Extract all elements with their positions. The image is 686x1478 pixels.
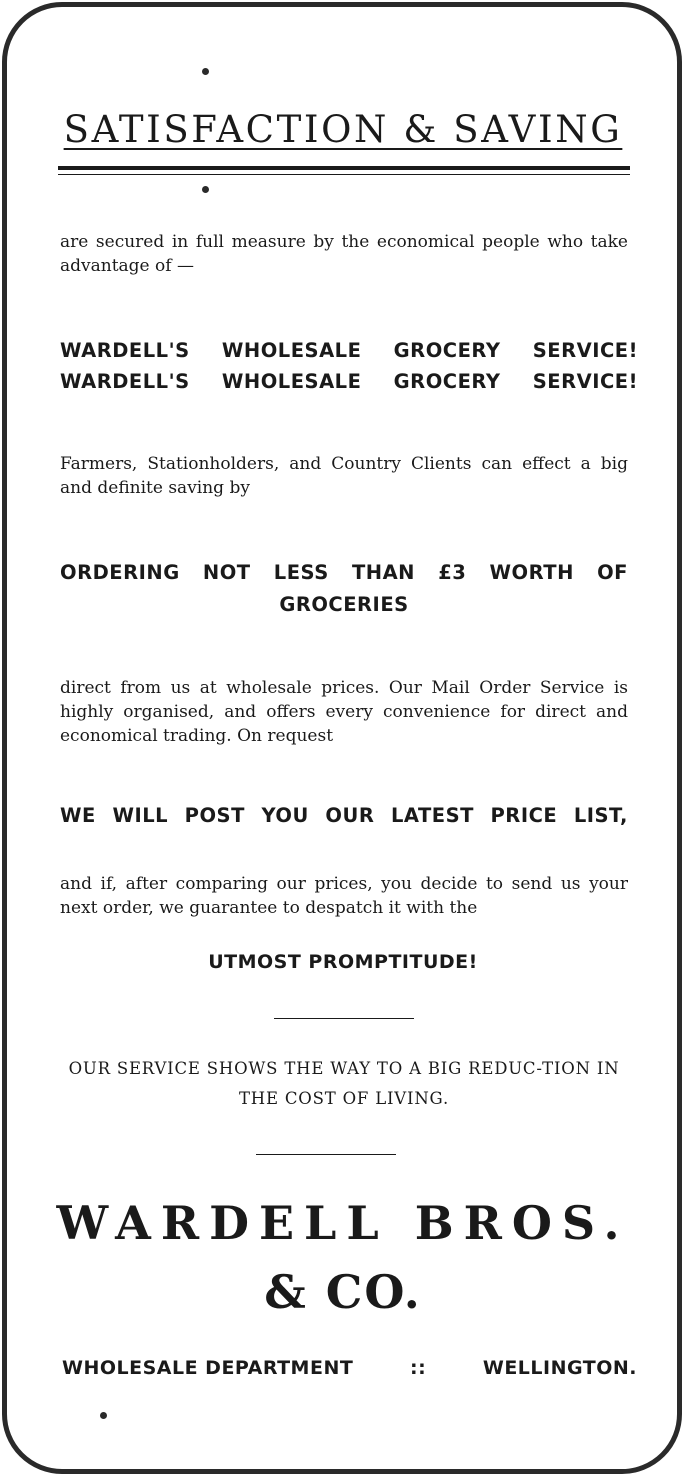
print-speck	[202, 68, 209, 75]
farmers-paragraph: Farmers, Stationholders, and Country Clients can effect a big and definite saving by	[60, 454, 628, 498]
promptitude-statement: UTMOST PROMPTITUDE!	[208, 951, 478, 973]
direct-paragraph: direct from us at wholesale prices. Our Mail Order Service is highly organised, and offers every convenience for direct and economical trading. On request	[60, 678, 628, 746]
headline-rule-thin	[58, 174, 630, 175]
post-word: WILL	[112, 804, 169, 827]
price-list-statement	[60, 800, 628, 832]
headline-rule-thick	[58, 166, 630, 170]
service-word: WHOLESALE	[221, 339, 362, 362]
divider-rule	[256, 1154, 396, 1155]
footer-city: WELLINGTON.	[482, 1357, 637, 1379]
service-word: SERVICE!	[532, 370, 638, 393]
print-speck	[100, 1412, 107, 1419]
service-statement: OUR SERVICE SHOWS THE WAY TO A BIG REDUC-TION IN THE COST OF LIVING.	[68, 1059, 620, 1108]
service-word: WHOLESALE	[221, 370, 362, 393]
print-speck	[202, 186, 209, 193]
post-word: POST	[184, 804, 245, 827]
footer-separator: ::	[409, 1357, 427, 1379]
brand-name: WARDELL BROS.	[56, 1196, 630, 1250]
service-word: WARDELL'S	[60, 370, 190, 393]
footer-department: WHOLESALE DEPARTMENT	[62, 1357, 354, 1379]
post-word: LIST,	[573, 804, 628, 827]
wardell-service-line-2	[60, 366, 638, 398]
divider-rule	[274, 1018, 414, 1019]
post-word: YOU	[261, 804, 309, 827]
brand-suffix: & CO.	[264, 1265, 422, 1319]
service-word: GROCERY	[393, 370, 501, 393]
ordering-statement: ORDERING NOT LESS THAN £3 WORTH OF GROCERIES	[60, 561, 628, 616]
post-word: OUR	[325, 804, 375, 827]
headline: SATISFACTION & SAVING	[63, 108, 623, 151]
post-word: WE	[60, 804, 96, 827]
intro-paragraph: are secured in full measure by the economical people who take advantage of —	[60, 232, 628, 276]
post-word: LATEST	[390, 804, 474, 827]
service-word: GROCERY	[393, 339, 501, 362]
service-word: WARDELL'S	[60, 339, 190, 362]
service-word: SERVICE!	[532, 339, 638, 362]
wardell-service-line-1	[60, 335, 638, 367]
footer-line	[62, 1352, 637, 1384]
compare-paragraph: and if, after comparing our prices, you decide to send us your next order, we guarantee to despatch it with the	[60, 874, 628, 918]
post-word: PRICE	[490, 804, 558, 827]
